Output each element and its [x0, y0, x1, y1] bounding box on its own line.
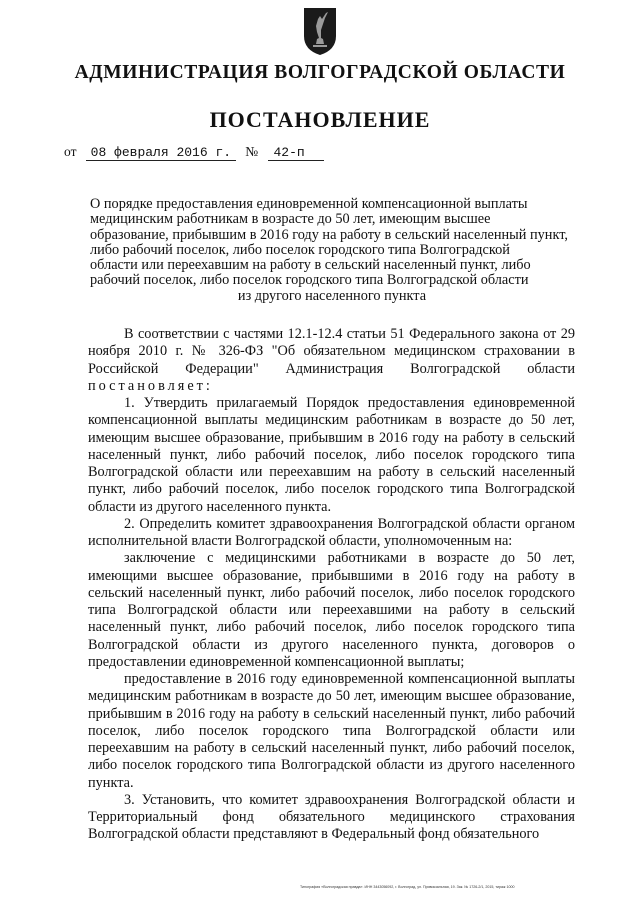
title-line: из другого населенного пункта [237, 287, 427, 304]
document-date: 08 февраля 2016 г. [86, 146, 236, 161]
title-line: рабочий поселок, либо поселок городского типа Волгоградской области [90, 272, 529, 289]
organization-name: АДМИНИСТРАЦИЯ ВОЛГОГРАДСКОЙ ОБЛАСТИ [74, 62, 566, 83]
item-2b-paragraph: предоставление в 2016 году единовременной компенсационной выплаты медицинским работникам в возрасте до 50 лет, имеющим высшее образование, прибывшим в 2016 году на работу в сельский населенный пункт, либо рабочий поселок, либо поселок городского типа Волгоградской области или переехавшим на работу в сельский населенный пункт, либо рабочий поселок, либо поселок городского типа Волгоградской области из другого населенного пункта. [88, 671, 575, 791]
document-number: 42-п [268, 146, 324, 161]
title-line: О порядке предоставления единовременной компенсационной выплаты [90, 196, 528, 212]
date-prefix: от [64, 144, 77, 159]
item-2a-paragraph: заключение с медицинскими работниками в возрасте до 50 лет, имеющими высшее образование, прибывшими в 2016 году на работу в сельский населенный пункт, либо рабочий поселок, либо поселок городского типа Волгоградской области или переехавшими на работу в сельский населенный пункт, либо рабочий поселок, либо поселок городского типа Волгоградской области из другого населенного пункта, договоров о предоставлении единовременной компенсационной выплаты; [88, 550, 575, 670]
title-line: медицинским работникам в возрасте до 50 лет, имеющим высшее [90, 211, 491, 228]
item-3-paragraph: 3. Установить, что комитет здравоохранения Волгоградской области и Территориальный фонд обязательного медицинского страхования Волгоградской области представляют в Федеральный фонд обязательного [88, 791, 575, 843]
title-line: либо рабочий поселок, либо поселок городского типа Волгоградской [90, 241, 510, 258]
document-body [88, 326, 575, 844]
printer-footer: Типография «Волгоградская правда». ИНН 3443056092, г. Волгоград, ул. Привокзальная, 19. Зак. № 1726-2/1, 2015, тираж 1000 [300, 885, 515, 889]
date-number-line [64, 144, 324, 161]
resolves-word: постановляет: [88, 377, 213, 394]
item-2-paragraph: 2. Определить комитет здравоохранения Волгоградской области органом исполнительной власти Волгоградской области, уполномоченным на: [88, 515, 575, 549]
coat-of-arms-icon [302, 6, 338, 56]
item-1-paragraph: 1. Утвердить прилагаемый Порядок предоставления единовременной компенсационной выплаты медицинским работникам в возрасте до 50 лет, имеющим высшее образование, прибывшим в 2016 году на работу в сельский населенный пункт, либо рабочий поселок, либо поселок городского типа Волгоградской области или переехавшим на работу в сельский населенный пункт, либо рабочий поселок, либо поселок городского типа Волгоградской области из другого населенного пункта. [88, 395, 575, 515]
title-line: области или переехавшим на работу в сельский населенный пункт, либо [90, 257, 531, 274]
preamble-paragraph [88, 326, 575, 395]
title-line: образование, прибывшим в 2016 году на работу в сельский населенный пункт, [90, 226, 568, 243]
number-prefix: № [245, 144, 259, 159]
document-type: ПОСТАНОВЛЕНИЕ [209, 107, 431, 132]
preamble-text: В соответствии с частями 12.1-12.4 статьи 51 Федерального закона от 29 ноября 2010 г. № 326-ФЗ "Об обязательном медицинском страховании в Российской Федерации" Администрация Волгоградской области [88, 326, 575, 377]
document-title [90, 197, 574, 304]
